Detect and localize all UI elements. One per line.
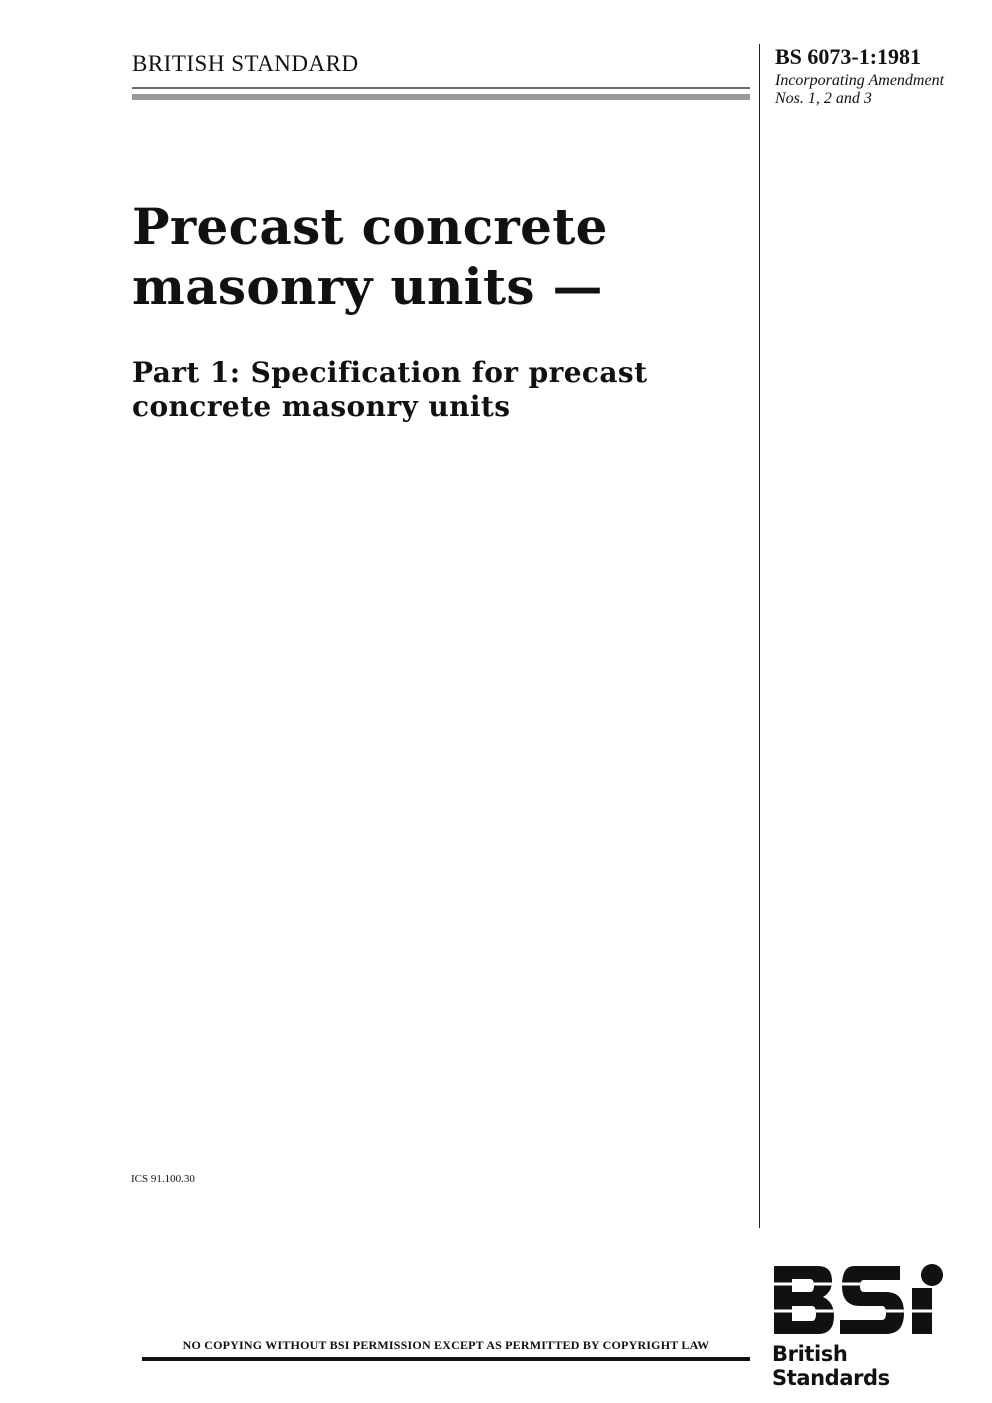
amendment-note: Incorporating Amendment Nos. 1, 2 and 3 <box>775 72 945 107</box>
document-subtitle <box>132 356 752 424</box>
vertical-divider <box>759 44 760 1228</box>
ics-code: ICS 91.100.30 <box>131 1173 195 1185</box>
document-title-line-1: Precast concrete <box>132 197 608 256</box>
bsi-brand-text: British Standards <box>772 1342 890 1390</box>
bsi-logo-mark <box>770 1262 952 1342</box>
bsi-i-dot <box>921 1264 943 1286</box>
copyright-notice: NO COPYING WITHOUT BSI PERMISSION EXCEPT AS PERMITTED BY COPYRIGHT LAW <box>182 1338 710 1352</box>
standard-number: BS 6073-1:1981 <box>775 44 922 69</box>
document-title <box>132 197 752 317</box>
document-subtitle-line-2: concrete masonry units <box>132 390 511 423</box>
bsi-logo <box>770 1262 955 1390</box>
document-type-label: BRITISH STANDARD <box>132 51 359 76</box>
document-subtitle-line-1: Part 1: Specification for precast <box>132 356 648 389</box>
header-rule-thick <box>132 94 750 100</box>
header-rule-thin <box>132 87 750 89</box>
document-title-line-2: masonry units — <box>132 257 603 316</box>
copyright-rule <box>142 1357 750 1361</box>
header-rule <box>132 87 750 101</box>
